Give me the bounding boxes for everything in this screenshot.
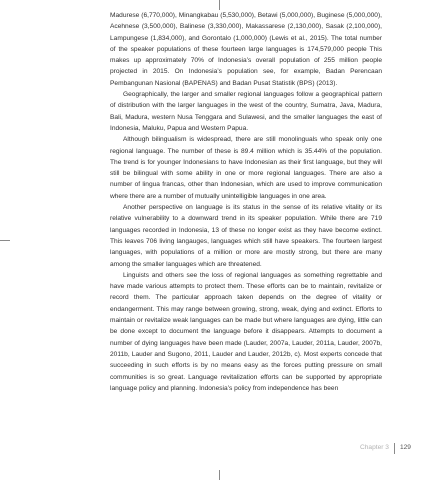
paragraph-2: Geographically, the larger and smaller regional languages follow a geographical pattern of distribution with the larger languages in the west of the country, Sumatra, Java, Madura, Bali, Madura, western Nusa Tenggara and Sulawesi, and the smaller languages the east of Indonesia, Maluku, Papua and Western Papua. xyxy=(110,91,382,132)
paragraph-1: Madurese (6,770,000), Minangkabau (5,530,000), Betawi (5,000,000), Buginese (5,000,000), Acehnese (3,500,000), Balinese (3,330,000), Makassarese (2,130,000), Sasak (2,100,000), Lampungese (1,834,000), and Gorontalo (1,000,000) (Lewis et al., 2015). The total number of the speaker populations of these fourteen large languages is 174,579,000 people This makes up approximately 70% of Indonesia’s overall population of 255 million people projected in 2015. On Indonesia’s population see, for example, Badan Perencaan Pembangunan Nasional (BAPENAS) and Badan Pusat Statistik (BPS) (2013). xyxy=(110,12,382,87)
paragraph-3: Although bilingualism is widespread, there are still monolinguals who speak only one regional language. The number of these is 89.4 million which is 35.44% of the population. The trend is for younger Indonesians to have Indonesian as their first language, but they will still be bilingual with some ability in one or more regional languages. There are also a number of lingua francas, other than Indonesian, which are used to improve communication where there are a number of mutually unintelligible languages in one area. xyxy=(110,136,382,200)
crop-mark-bottom xyxy=(219,470,220,480)
footer-divider xyxy=(394,443,395,454)
chapter-label: Chapter 3 xyxy=(360,444,389,451)
page-footer xyxy=(360,442,411,454)
crop-mark-top xyxy=(219,0,220,10)
paragraph-5: Linguists and others see the loss of regional languages as something regrettable and have made various attempts to protect them. These efforts can be to maintain, revitalize or record them. The particular approach taken depends on the degree of vitality or endangerment. This may range between growing, strong, weak, dying and extinct. Efforts to maintain or revitalize weak languages can be made but where languages are dying, little can be done except to document the language before it disappears. Attempts to document a number of dying languages have been made (Lauder, 2007a, Lauder, 2011a, Lauder, 2007b, 2011b, Lauder and Sugono, 2011, Lauder and Lauder, 2012b, c). Most experts concede that succeeding in such efforts is by no means easy as the forces putting pressure on small communities is so great. Language revitalization efforts can be supported by appropriate language policy and planning. Indonesia’s policy from independence has been xyxy=(110,271,382,392)
page-number: 129 xyxy=(399,444,411,451)
body-text xyxy=(110,10,382,394)
paragraph-4: Another perspective on language is its status in the sense of its relative vitality or its relative vulnerability to a downward trend in its speaker population. While there are 719 languages recorded in Indonesia, 13 of these no longer exist as they have become extinct. This leaves 706 living langauges, languages which still have speakers. The fourteen largest languages, with populations of a million or more are mostly strong, but there are many among the smaller languages which are threatened. xyxy=(110,204,382,268)
crop-mark-left xyxy=(0,240,10,241)
